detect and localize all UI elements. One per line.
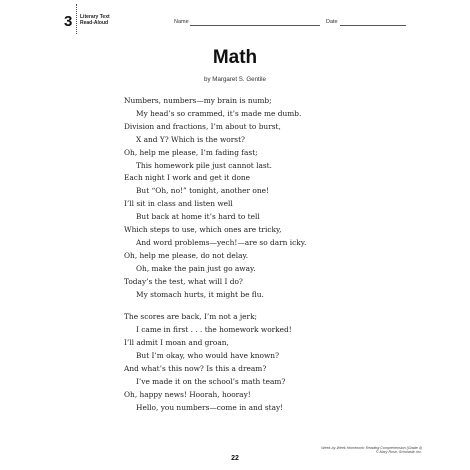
poem-line: Division and fractions, I’m about to burst, xyxy=(124,121,281,131)
credit-line-2: © Mary Rose, Scholastic Inc. xyxy=(375,450,422,455)
poem-line: The scores are back, I’m not a jerk; xyxy=(124,312,258,322)
header-dotted-divider xyxy=(76,4,77,34)
poem-line: Each night I work and get it done xyxy=(124,173,251,183)
poem-line: I’ve made it on the school’s math team? xyxy=(136,376,286,386)
poem-line: And word problems—yech!—are so darn icky. xyxy=(136,237,307,247)
poem-line: Oh, make the pain just go away. xyxy=(136,263,256,273)
name-field[interactable] xyxy=(190,25,320,26)
poem-line: X and Y? Which is the worst? xyxy=(136,134,246,144)
poem-line: Oh, help me please, I’m fading fast; xyxy=(124,147,258,157)
poem-line: Which steps to use, which ones are tricky, xyxy=(124,225,282,234)
poem-line: And what’s this now? Is this a dream? xyxy=(124,364,267,373)
poem-line: Oh, help me please, do not delay. xyxy=(124,250,249,260)
copyright-credit xyxy=(321,446,422,455)
poem-line: My stomach hurts, it might be flu. xyxy=(136,289,264,299)
credit-line-1: Week-by-Week Homework: Reading Comprehension (Grade 4) xyxy=(321,446,422,450)
date-label: Date xyxy=(326,19,338,25)
genre-line-2: Read-Aloud xyxy=(80,19,109,26)
poem-title: Math xyxy=(212,47,258,68)
page-number: 22 xyxy=(231,455,239,462)
poem-line: Hello, you numbers—come in and stay! xyxy=(136,402,284,412)
name-label: Name xyxy=(174,19,189,25)
poem-line: Today’s the test, what will I do? xyxy=(124,276,243,286)
poem-line: But “Oh, no!” tonight, another one! xyxy=(136,186,269,196)
poem-byline: by Margaret S. Gentile xyxy=(204,76,266,83)
poem-line: Numbers, numbers—my brain is numb; xyxy=(124,96,272,105)
worksheet-header xyxy=(0,0,470,36)
date-field[interactable] xyxy=(340,25,406,26)
unit-number: 3 xyxy=(64,13,73,30)
poem-line: My head’s so crammed, it’s made me dumb. xyxy=(136,108,302,118)
poem-line: I’ll admit I moan and groan, xyxy=(124,338,229,348)
poem-line: This homework pile just cannot last. xyxy=(136,160,272,170)
poem-line: But back at home it’s hard to tell xyxy=(136,212,260,222)
poem-line: But I’m okay, who would have known? xyxy=(136,351,280,361)
poem-line: I came in first . . . the homework worked! xyxy=(136,325,292,335)
poem-line: Oh, happy news! Hoorah, hooray! xyxy=(124,389,251,399)
genre-line-1: Literary Text xyxy=(80,14,110,20)
genre-label xyxy=(80,15,110,26)
poem-line: I’ll sit in class and listen well xyxy=(124,199,233,209)
